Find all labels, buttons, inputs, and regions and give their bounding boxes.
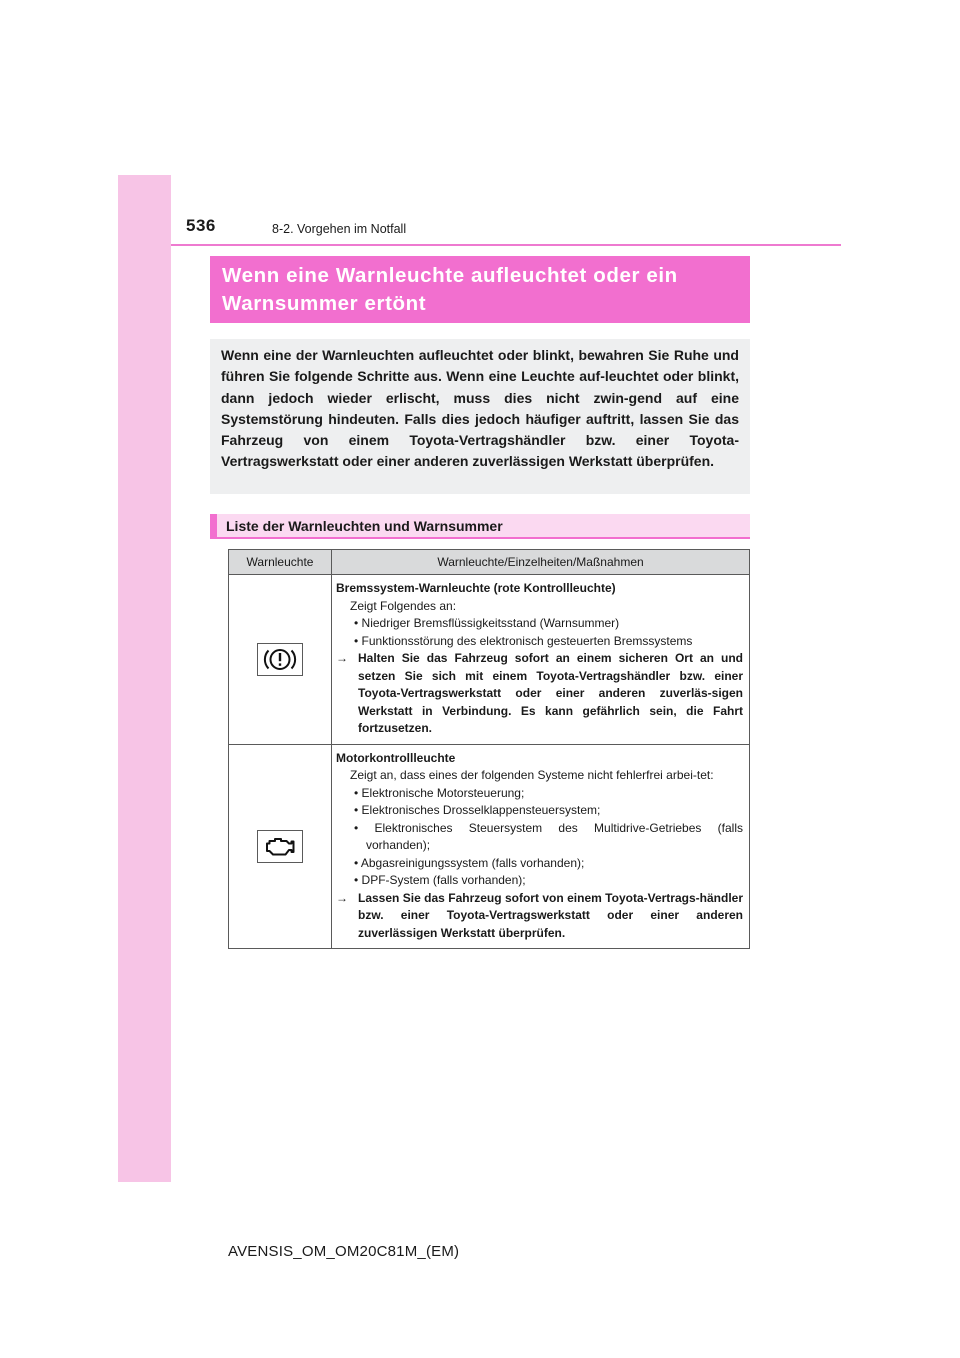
table-row <box>229 575 750 745</box>
lamp-action: → Lassen Sie das Fahrzeug sofort von einem Toyota-Vertrags-händler bzw. einer Toyota-Vertragswerkstatt oder einer anderen zuverlässigen Werkstatt überprüfen. <box>336 890 743 940</box>
lamp-icon-cell <box>229 744 332 949</box>
running-head: 8-2. Vorgehen im Notfall <box>272 222 407 236</box>
lamp-bullet: • Elektronisches Drosselklappensteuersystem; <box>354 803 601 817</box>
lamp-bullet: • Elektronisches Steuersystem des Multidrive-Getriebes (falls vorhanden); <box>354 820 744 852</box>
lamp-bullet: • Elektronische Motorsteuerung; <box>354 785 525 800</box>
lamp-title: Motorkontrollleuchte <box>336 750 456 765</box>
col-header-lamp: Warnleuchte <box>229 550 332 575</box>
lamp-action: → Halten Sie das Fahrzeug sofort an einem sicheren Ort an und setzen Sie sich mit einem Toyota-Vertragshändler bzw. einer Toyota-Vertragswerkstatt oder einer anderen zuverläs-sigen Werkstatt in Verbindung. Es kann gefährlich sein, die Fahrt fortzusetzen. <box>336 651 743 735</box>
engine-check-icon <box>257 830 303 863</box>
lamp-title: Bremssystem-Warnleuchte (rote Kontrollleuchte) <box>336 581 616 595</box>
table-row <box>229 744 750 949</box>
page-number: 536 <box>186 216 216 235</box>
lamp-description-cell <box>332 575 750 745</box>
lamp-description-cell <box>332 744 750 949</box>
section-title-line1: Wenn eine Warnleuchte aufleuchtet oder ein <box>222 264 678 287</box>
lamp-bullet: • Funktionsstörung des elektronisch gesteuerten Bremssystems <box>354 633 693 648</box>
lamp-icon-cell <box>229 575 332 745</box>
warning-lamp-table <box>228 549 750 949</box>
arrow-icon: → <box>336 651 348 665</box>
brake-warning-icon <box>257 643 303 676</box>
intro-box <box>210 339 750 494</box>
side-color-strip <box>118 175 171 1182</box>
header-rule <box>171 244 841 246</box>
footer-doc-code: AVENSIS_OM_OM20C81M_(EM) <box>228 1243 460 1260</box>
section-title-line2: Warnsummer ertönt <box>222 292 427 315</box>
section-title-box <box>210 256 750 323</box>
lamp-bullet: • DPF-System (falls vorhanden); <box>354 873 526 887</box>
subsection-heading <box>210 514 750 539</box>
lamp-bullet: • Abgasreinigungssystem (falls vorhanden); <box>354 855 585 870</box>
table-header-row <box>229 550 750 575</box>
intro-text: Wenn eine der Warnleuchten aufleuchtet oder blinkt, bewahren Sie Ruhe und führen Sie folgende Schritte aus. Wenn eine Leuchte auf-leuchtet oder blinkt, dann jedoch wieder erlischt, muss dies nicht zwin-gend auf eine Systemstörung hindeuten. Falls dies jedoch häufiger auftritt, lassen Sie das Fahrzeug von einem Toyota-Vertragshändler bzw. einer Toyota-Vertragswerkstatt oder einer anderen zuverlässigen Werkstatt überprüfen. <box>221 347 739 470</box>
lamp-lead: Zeigt an, dass eines der folgenden Systeme nicht fehlerfrei arbei-tet: <box>350 768 714 782</box>
lamp-bullet: • Niedriger Bremsflüssigkeitsstand (Warnsummer) <box>354 616 620 630</box>
col-header-details: Warnleuchte/Einzelheiten/Maßnahmen <box>332 550 750 575</box>
arrow-icon: → <box>336 890 348 905</box>
subsection-title: Liste der Warnleuchten und Warnsummer <box>226 518 503 534</box>
lamp-lead: Zeigt Folgendes an: <box>350 598 457 613</box>
